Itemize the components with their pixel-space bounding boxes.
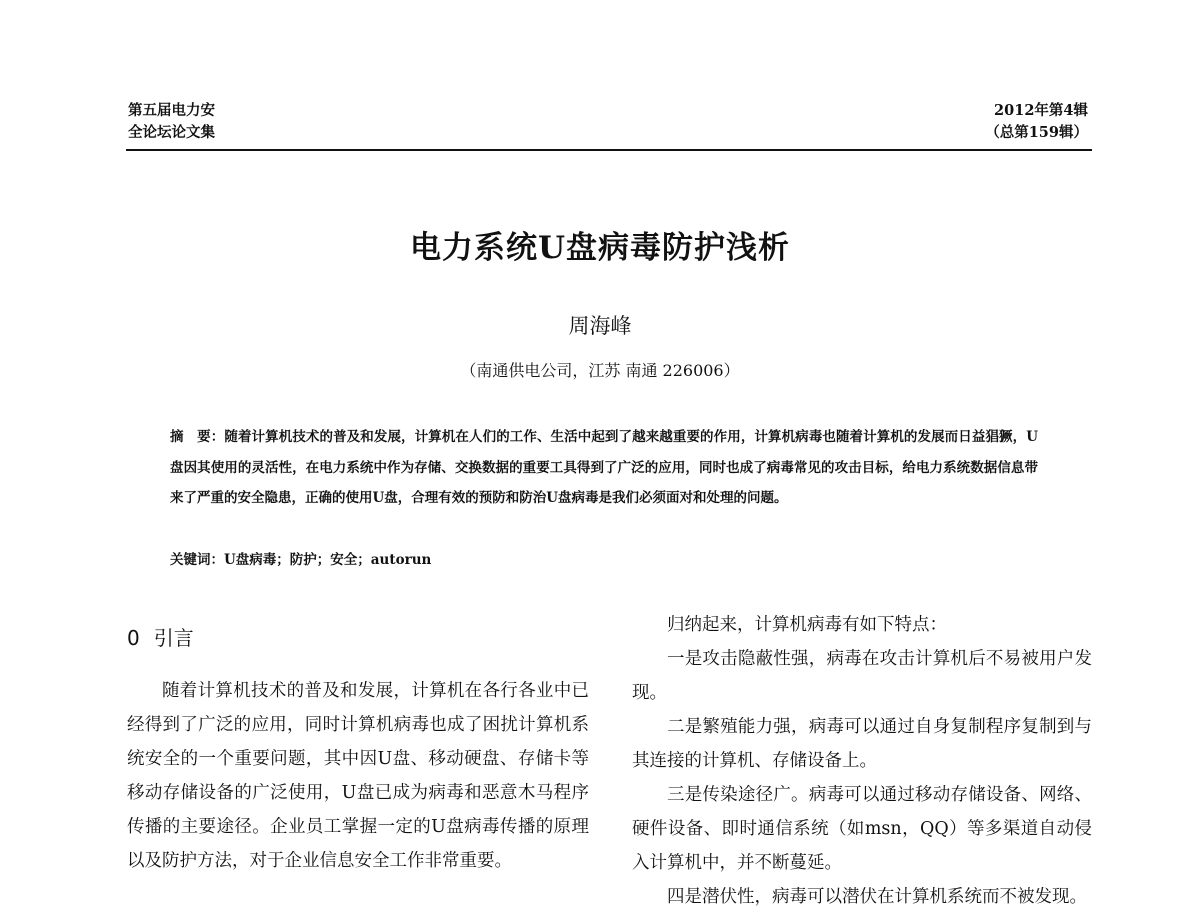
journal-name: [128, 100, 215, 144]
feature-4: 四是潜伏性，病毒可以潜伏在计算机系统而不被发现。: [667, 887, 1087, 907]
features-intro: 归纳起来，计算机病毒有如下特点：: [667, 615, 947, 635]
issue-total: （总第159辑）: [985, 124, 1088, 141]
intro-paragraph: 随着计算机技术的普及和发展，计算机在各行各业中已经得到了广泛的应用，同时计算机病毒也成了困扰计算机系统安全的一个重要问题，其中因U盘、移动硬盘、存储卡等移动存储设备的广泛使用，U盘已成为病毒和恶意木马程序传播的主要途径。企业员工掌握一定的U盘病毒传播的原理以及防护方法，对于企业信息安全工作非常重要。: [127, 681, 589, 871]
feature-3: 三是传染途径广。病毒可以通过移动存储设备、网络、硬件设备、即时通信系统（如msn，QQ）等多渠道自动侵入计算机中，并不断蔓延。: [632, 785, 1092, 873]
right-column: [632, 608, 1092, 914]
header-rule: [126, 149, 1092, 151]
paper-affiliation: （南通供电公司，江苏 南通 226006）: [460, 361, 740, 380]
paper-title: 电力系统U盘病毒防护浅析: [409, 230, 791, 266]
journal-name-line1: 第五届电力安: [128, 102, 215, 119]
left-column: [127, 674, 589, 878]
abstract: [170, 422, 1038, 514]
keywords: [170, 545, 1038, 575]
abstract-text: 随着计算机技术的普及和发展，计算机在人们的工作、生活中起到了越来越重要的作用，计算机病毒也随着计算机的发展而日益猖獗，U盘因其使用的灵活性，在电力系统中作为存储、交换数据的重要工具得到了广泛的应用，同时也成了病毒常见的攻击目标，给电力系统数据信息带来了严重的安全隐患，正确的使用U盘，合理有效的预防和防治U盘病毒是我们必须面对和处理的问题。: [170, 429, 1039, 506]
section-number: 0: [127, 626, 140, 650]
feature-1: 一是攻击隐蔽性强，病毒在攻击计算机后不易被用户发现。: [632, 649, 1092, 703]
issue-info: [985, 100, 1088, 144]
journal-name-line2: 全论坛论文集: [128, 124, 215, 141]
keywords-text: U盘病毒；防护；安全；autorun: [224, 552, 432, 568]
section-title: 引言: [153, 626, 194, 650]
feature-2: 二是繁殖能力强，病毒可以通过自身复制程序复制到与其连接的计算机、存储设备上。: [632, 717, 1092, 771]
section-heading: [127, 622, 194, 651]
issue-number: 2012年第4辑: [994, 102, 1088, 119]
keywords-label: 关键词：: [170, 552, 224, 568]
abstract-label: 摘 要：: [170, 429, 225, 445]
paper-author: 周海峰: [568, 314, 632, 338]
